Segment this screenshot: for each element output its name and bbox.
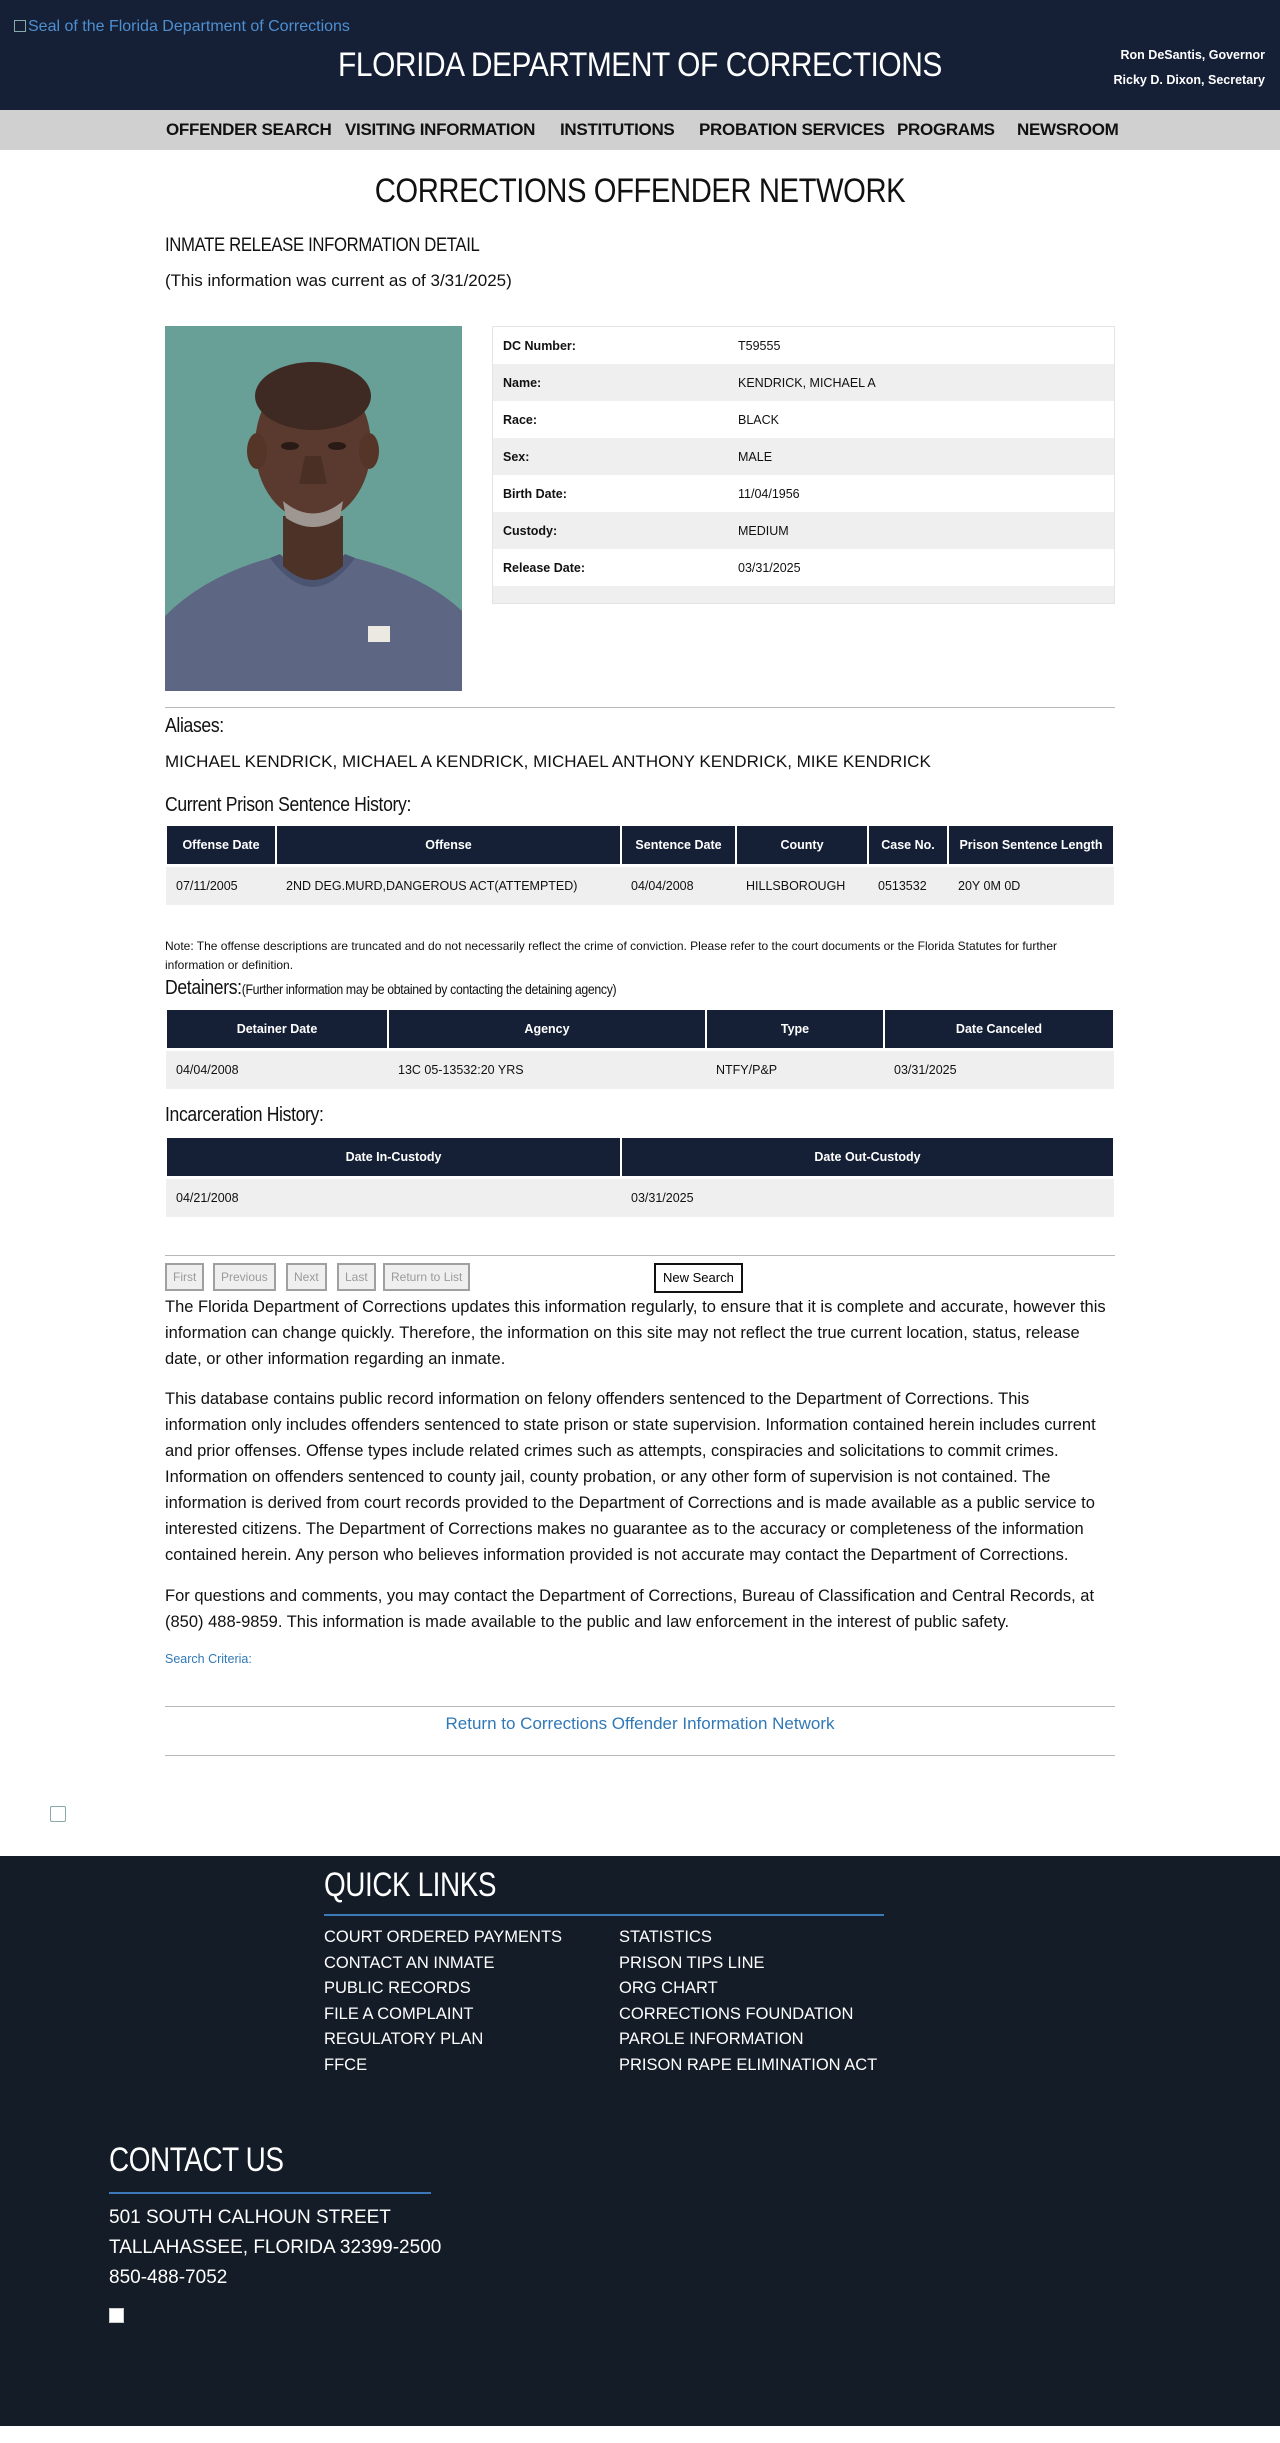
table-cell: 07/11/2005 [166, 867, 276, 905]
column-header: Date Canceled [884, 1010, 1114, 1048]
quick-links-right [619, 1925, 877, 2078]
footer-link[interactable]: FFCE [324, 2055, 368, 2074]
table-cell: 03/31/2025 [884, 1051, 1114, 1089]
divider [165, 707, 1115, 708]
broken-image-icon [14, 20, 26, 32]
table-row [166, 867, 1114, 905]
footer-link[interactable]: PRISON TIPS LINE [619, 1953, 765, 1972]
detail-row-sex [493, 438, 1114, 475]
detail-value: KENDRICK, MICHAEL A [738, 375, 876, 390]
detainers-table [165, 1010, 1115, 1089]
footer-link[interactable]: PAROLE INFORMATION [619, 2030, 804, 2048]
detainers-title: Detainers: [165, 977, 242, 999]
address-line-2: TALLAHASSEE, FLORIDA 32399-2500 [109, 2237, 442, 2258]
contact-us-title: CONTACT US [109, 2141, 284, 2179]
footer-link[interactable]: CONTACT AN INMATE [324, 1953, 495, 1972]
seal-image[interactable] [14, 18, 350, 36]
footer-link[interactable]: PRISON RAPE ELIMINATION ACT [619, 2055, 878, 2074]
broken-image-icon [50, 1806, 66, 1822]
detail-value: MEDIUM [738, 523, 789, 538]
nav-probation-services[interactable]: PROBATION SERVICES [699, 120, 885, 139]
address-line-1: 501 SOUTH CALHOUN STREET [109, 2207, 391, 2228]
detail-value: 03/31/2025 [738, 560, 801, 575]
detail-row-custody [493, 512, 1114, 549]
next-button[interactable]: Next [286, 1263, 327, 1291]
aliases-heading: Aliases: [165, 715, 224, 737]
detail-value: 11/04/1956 [738, 486, 800, 501]
contact-paragraph: For questions and comments, you may contact the Department of Corrections, Bureau of Classification and Central Records, at (850) 488-9859. This information is made available to the public and law enforcement in the interest of public safety. [165, 1587, 1095, 1631]
disclaimer-paragraph: The Florida Department of Corrections updates this information regularly, to ensure that it is complete and accurate, however this information can change quickly. Therefore, the information on this site may not reflect the true current location, status, release date, or other information regarding an inmate. [165, 1298, 1106, 1368]
incarceration-table [165, 1138, 1115, 1217]
footer-link[interactable]: REGULATORY PLAN [324, 2030, 484, 2048]
sentence-history-heading: Current Prison Sentence History: [165, 794, 412, 816]
table-cell: 03/31/2025 [621, 1179, 1114, 1217]
table-cell: NTFY/P&P [706, 1051, 884, 1089]
column-header: Offense Date [166, 826, 276, 864]
column-header: Prison Sentence Length [948, 826, 1114, 864]
governor-name: Ron DeSantis, Governor [1120, 48, 1265, 62]
detail-label: Release Date: [503, 560, 585, 575]
footer-link[interactable]: ORG CHART [619, 1979, 718, 1997]
table-row [166, 1051, 1114, 1089]
divider [165, 1706, 1115, 1707]
database-paragraph: This database contains public record information on felony offenders sentenced to the Department of Corrections. This information only includes offenders sentenced to state prison or state supervision. Information contained herein includes current and prior offenses. Offense types include related crimes such as attempts, conspiracies and solicitations to commit crimes. Information on offenders sentenced to county jail, county probation, or any other form of supervision is not contained. The information is derived from court records provided to the Department of Corrections and is made available as a public service to interested citizens. The Department of Corrections makes no guarantee as to the accuracy or completeness of the information contained herein. Any person who believes information provided is not accurate may contact the Department of Corrections. [165, 1390, 1096, 1564]
table-cell: HILLSBOROUGH [736, 867, 868, 905]
search-criteria-link[interactable]: Search Criteria: [165, 1652, 252, 1666]
detail-row-name [493, 364, 1114, 401]
detail-label: Custody: [503, 523, 558, 538]
contact-info [109, 2203, 441, 2293]
current-as-of: (This information was current as of 3/31/2025) [165, 271, 512, 290]
last-button[interactable]: Last [337, 1263, 376, 1291]
previous-button[interactable]: Previous [213, 1263, 276, 1291]
divider [165, 1755, 1115, 1756]
detail-row-release-date [493, 549, 1114, 586]
site-header [0, 0, 1280, 110]
detainers-heading [165, 977, 616, 1000]
inmate-detail-table [492, 326, 1115, 604]
nav-programs[interactable]: PROGRAMS [897, 120, 995, 139]
aliases-text: MICHAEL KENDRICK, MICHAEL A KENDRICK, MICHAEL ANTHONY KENDRICK, MIKE KENDRICK [165, 752, 931, 771]
column-header: County [736, 826, 868, 864]
detail-label: Name: [503, 375, 542, 390]
footer-link[interactable]: PUBLIC RECORDS [324, 1979, 471, 1997]
table-cell: 0513532 [868, 867, 948, 905]
table-cell: 13C 05-13532:20 YRS [388, 1051, 706, 1089]
table-cell: 20Y 0M 0D [948, 867, 1114, 905]
column-header: Sentence Date [621, 826, 736, 864]
table-cell: 04/04/2008 [166, 1051, 388, 1089]
nav-newsroom[interactable]: NEWSROOM [1017, 120, 1119, 139]
column-header: Detainer Date [166, 1010, 388, 1048]
column-header: Case No. [868, 826, 948, 864]
detail-label: Birth Date: [503, 486, 567, 501]
column-header: Date In-Custody [166, 1138, 621, 1176]
footer-link[interactable]: COURT ORDERED PAYMENTS [324, 1928, 563, 1946]
officials [1114, 43, 1265, 93]
nav-institutions[interactable]: INSTITUTIONS [560, 120, 675, 139]
section-title: INMATE RELEASE INFORMATION DETAIL [165, 235, 480, 256]
footer-link[interactable]: STATISTICS [619, 1928, 712, 1946]
footer-link[interactable]: CORRECTIONS FOUNDATION [619, 2004, 854, 2023]
new-search-button[interactable]: New Search [654, 1263, 743, 1293]
detail-label: Sex: [503, 449, 530, 464]
nav-offender-search[interactable]: OFFENDER SEARCH [166, 120, 332, 139]
detail-value: T59555 [738, 338, 781, 353]
quick-links-underline [324, 1914, 884, 1916]
table-cell: 04/21/2008 [166, 1179, 621, 1217]
footer-link[interactable]: FILE A COMPLAINT [324, 2004, 474, 2023]
column-header: Date Out-Custody [621, 1138, 1114, 1176]
detail-row-dc-number [493, 327, 1114, 364]
nav-visiting-information[interactable]: VISITING INFORMATION [345, 120, 536, 139]
return-to-list-button[interactable]: Return to List [383, 1263, 470, 1291]
detail-row-race [493, 401, 1114, 438]
inmate-photo [165, 326, 462, 691]
return-link[interactable]: Return to Corrections Offender Information Network [445, 1714, 835, 1733]
broken-image-icon [109, 2308, 124, 2323]
divider [165, 1255, 1115, 1256]
detail-value: BLACK [738, 412, 779, 427]
detail-value: MALE [738, 449, 773, 464]
detail-row-empty [493, 586, 1114, 603]
table-cell: 2ND DEG.MURD,DANGEROUS ACT(ATTEMPTED) [276, 867, 621, 905]
table-row [166, 1179, 1114, 1217]
column-header: Offense [276, 826, 621, 864]
column-header: Type [706, 1010, 884, 1048]
detail-label: DC Number: [503, 338, 576, 353]
offense-note: Note: The offense descriptions are truncated and do not necessarily reflect the crime of conviction. Please refer to the court documents or the Florida Statutes for further information or definition. [165, 939, 1058, 972]
secretary-name: Ricky D. Dixon, Secretary [1113, 73, 1265, 87]
phone-number: 850-488-7052 [109, 2267, 228, 2288]
quick-links-title: QUICK LINKS [324, 1866, 497, 1904]
site-footer [0, 1856, 1280, 2426]
page-title: CORRECTIONS OFFENDER NETWORK [374, 172, 906, 210]
incarceration-heading: Incarceration History: [165, 1104, 324, 1126]
detail-label: Race: [503, 412, 538, 427]
main-nav [0, 110, 1280, 150]
first-button[interactable]: First [165, 1263, 204, 1291]
detail-row-birth-date [493, 475, 1114, 512]
table-cell: 04/04/2008 [621, 867, 736, 905]
sentence-history-table [165, 826, 1115, 905]
quick-links-left [324, 1925, 562, 2078]
column-header: Agency [388, 1010, 706, 1048]
seal-alt-text: Seal of the Florida Department of Corrections [28, 18, 350, 35]
detainers-subnote: (Further information may be obtained by contacting the detaining agency) [241, 981, 617, 997]
contact-us-underline [109, 2192, 431, 2194]
site-title: FLORIDA DEPARTMENT OF CORRECTIONS [338, 46, 942, 84]
